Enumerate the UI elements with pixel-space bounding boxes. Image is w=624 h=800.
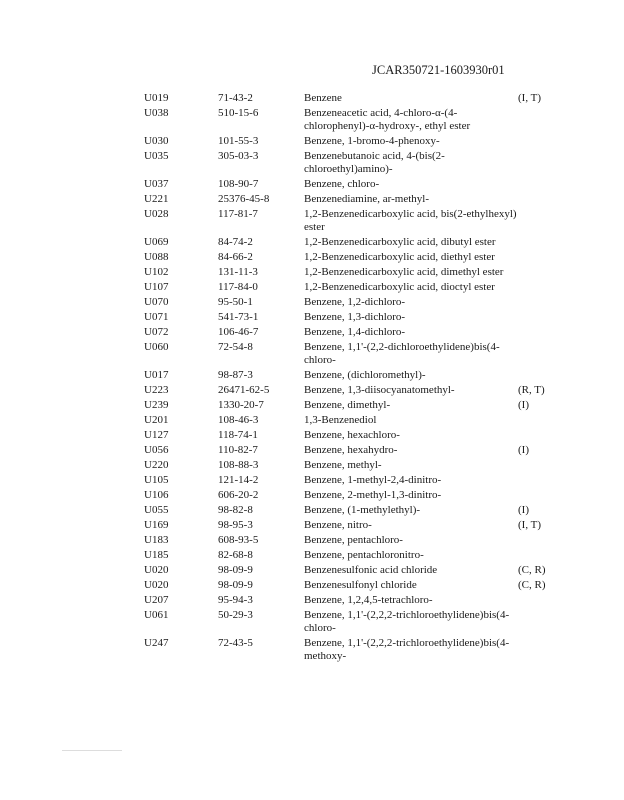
waste-code: U107 <box>144 281 169 293</box>
substance-name: Benzene, nitro- <box>304 519 372 531</box>
hazard-basis <box>518 429 578 442</box>
hazard-basis <box>518 459 578 472</box>
waste-code: U239 <box>144 399 169 411</box>
hazard-basis <box>518 534 578 547</box>
table-row <box>144 135 584 148</box>
substance-name: 1,2-Benzenedicarboxylic acid, dibutyl ester <box>304 236 496 248</box>
substance-name: Benzene, pentachloro- <box>304 534 403 546</box>
hazard-basis <box>518 341 578 367</box>
hazard-basis: (I) <box>518 504 529 516</box>
table-row <box>144 236 584 249</box>
waste-code: U072 <box>144 326 169 338</box>
table-row <box>144 564 584 577</box>
waste-code: U069 <box>144 236 169 248</box>
substance-name: Benzene, 1,2-dichloro- <box>304 296 406 308</box>
waste-code: U056 <box>144 444 169 456</box>
hazard-basis <box>518 637 578 663</box>
substance-name: Benzeneacetic acid, 4-chloro-α-(4-chlorophenyl)-α-hydroxy-, ethyl ester <box>304 107 471 132</box>
substance-name: Benzene, hexachloro- <box>304 429 400 441</box>
table-row <box>144 579 584 592</box>
cas-number: 84-74-2 <box>218 236 253 248</box>
substance-name: Benzene, 1-bromo-4-phenoxy- <box>304 135 440 147</box>
table-row <box>144 399 584 412</box>
substance-name: 1,3-Benzenediol <box>304 414 377 426</box>
cas-number: 608-93-5 <box>218 534 259 546</box>
cas-number: 121-14-2 <box>218 474 259 486</box>
table-row <box>144 311 584 324</box>
waste-code: U035 <box>144 150 169 162</box>
cas-number: 72-43-5 <box>218 637 253 649</box>
cas-number: 98-09-9 <box>218 579 253 591</box>
hazard-basis: (I) <box>518 444 529 456</box>
table-row <box>144 107 584 133</box>
waste-code: U220 <box>144 459 169 471</box>
substance-name: Benzene, 1,3-diisocyanatomethyl- <box>304 384 455 396</box>
cas-number: 510-15-6 <box>218 107 259 119</box>
substance-name: Benzene, methyl- <box>304 459 382 471</box>
substance-name: Benzene, 1,1'-(2,2,2-trichloroethylidene)bis(4-chloro- <box>304 609 510 634</box>
cas-number: 117-81-7 <box>218 208 258 220</box>
table-row <box>144 594 584 607</box>
hazard-basis: (C, R) <box>518 564 546 576</box>
cas-number: 84-66-2 <box>218 251 253 263</box>
hazard-basis <box>518 549 578 562</box>
table-row <box>144 369 584 382</box>
table-row <box>144 193 584 206</box>
hazard-basis <box>518 489 578 502</box>
hazard-basis <box>518 208 578 234</box>
table-row <box>144 519 584 532</box>
table-row <box>144 266 584 279</box>
table-row <box>144 549 584 562</box>
substance-name: Benzenesulfonic acid chloride <box>304 564 438 576</box>
waste-code-table <box>144 92 584 665</box>
hazard-basis <box>518 414 578 427</box>
table-row <box>144 296 584 309</box>
table-row <box>144 251 584 264</box>
cas-number: 95-94-3 <box>218 594 253 606</box>
table-row <box>144 92 584 105</box>
waste-code: U019 <box>144 92 169 104</box>
substance-name: Benzene, 1,3-dichloro- <box>304 311 406 323</box>
cas-number: 25376-45-8 <box>218 193 270 205</box>
cas-number: 131-11-3 <box>218 266 258 278</box>
table-row <box>144 150 584 176</box>
substance-name: Benzene, hexahydro- <box>304 444 398 456</box>
table-row <box>144 429 584 442</box>
cas-number: 71-43-2 <box>218 92 253 104</box>
hazard-basis <box>518 150 578 176</box>
waste-code: U071 <box>144 311 169 323</box>
substance-name: 1,2-Benzenedicarboxylic acid, diethyl ester <box>304 251 495 263</box>
table-row <box>144 208 584 234</box>
substance-name: Benzenediamine, ar-methyl- <box>304 193 430 205</box>
waste-code: U169 <box>144 519 169 531</box>
hazard-basis <box>518 296 578 309</box>
waste-code: U201 <box>144 414 169 426</box>
hazard-basis <box>518 609 578 635</box>
substance-name: Benzene, chloro- <box>304 178 380 190</box>
cas-number: 72-54-8 <box>218 341 253 353</box>
hazard-basis <box>518 251 578 264</box>
substance-name: Benzene, (1-methylethyl)- <box>304 504 421 516</box>
table-row <box>144 504 584 517</box>
cas-number: 305-03-3 <box>218 150 259 162</box>
substance-name: Benzene, dimethyl- <box>304 399 391 411</box>
table-row <box>144 414 584 427</box>
hazard-basis <box>518 135 578 148</box>
table-row <box>144 281 584 294</box>
substance-name: 1,2-Benzenedicarboxylic acid, dimethyl ester <box>304 266 504 278</box>
substance-name: 1,2-Benzenedicarboxylic acid, bis(2-ethylhexyl) ester <box>304 208 517 233</box>
cas-number: 1330-20-7 <box>218 399 264 411</box>
waste-code: U088 <box>144 251 169 263</box>
cas-number: 98-82-8 <box>218 504 253 516</box>
cas-number: 50-29-3 <box>218 609 253 621</box>
hazard-basis: (I) <box>518 399 529 411</box>
waste-code: U207 <box>144 594 169 606</box>
hazard-basis <box>518 326 578 339</box>
document-id: JCAR350721-1603930r01 <box>372 63 505 77</box>
table-row <box>144 534 584 547</box>
waste-code: U017 <box>144 369 169 381</box>
waste-code: U061 <box>144 609 169 621</box>
substance-name: Benzene, 1,1'-(2,2-dichloroethylidene)bis(4-chloro- <box>304 341 500 366</box>
hazard-basis <box>518 281 578 294</box>
cas-number: 108-90-7 <box>218 178 259 190</box>
waste-code: U223 <box>144 384 169 396</box>
cas-number: 108-46-3 <box>218 414 259 426</box>
cas-number: 98-09-9 <box>218 564 253 576</box>
waste-code: U038 <box>144 107 169 119</box>
hazard-basis: (R, T) <box>518 384 545 396</box>
waste-code: U102 <box>144 266 169 278</box>
hazard-basis <box>518 178 578 191</box>
hazard-basis <box>518 594 578 607</box>
cas-number: 98-95-3 <box>218 519 253 531</box>
cas-number: 117-84-0 <box>218 281 258 293</box>
hazard-basis: (C, R) <box>518 579 546 591</box>
substance-name: Benzene, 1,1'-(2,2,2-trichloroethylidene)bis(4-methoxy- <box>304 637 510 662</box>
substance-name: Benzene, 1,2,4,5-tetrachloro- <box>304 594 433 606</box>
substance-name: Benzene, pentachloronitro- <box>304 549 424 561</box>
substance-name: Benzene <box>304 92 342 104</box>
table-row <box>144 474 584 487</box>
hazard-basis <box>518 311 578 324</box>
table-row <box>144 326 584 339</box>
hazard-basis <box>518 474 578 487</box>
cas-number: 26471-62-5 <box>218 384 270 396</box>
substance-name: Benzene, (dichloromethyl)- <box>304 369 426 381</box>
waste-code: U037 <box>144 178 169 190</box>
cas-number: 541-73-1 <box>218 311 259 323</box>
cas-number: 82-68-8 <box>218 549 253 561</box>
table-row <box>144 609 584 635</box>
hazard-basis <box>518 193 578 206</box>
substance-name: Benzenebutanoic acid, 4-(bis(2-chloroethyl)amino)- <box>304 150 445 175</box>
cas-number: 95-50-1 <box>218 296 253 308</box>
substance-name: Benzenesulfonyl chloride <box>304 579 417 591</box>
cas-number: 106-46-7 <box>218 326 259 338</box>
waste-code: U028 <box>144 208 169 220</box>
waste-code: U183 <box>144 534 169 546</box>
substance-name: Benzene, 2-methyl-1,3-dinitro- <box>304 489 442 501</box>
hazard-basis <box>518 266 578 279</box>
hazard-basis <box>518 107 578 133</box>
waste-code: U221 <box>144 193 169 205</box>
cas-number: 606-20-2 <box>218 489 259 501</box>
substance-name: Benzene, 1-methyl-2,4-dinitro- <box>304 474 442 486</box>
hazard-basis <box>518 369 578 382</box>
table-row <box>144 444 584 457</box>
substance-name: Benzene, 1,4-dichloro- <box>304 326 406 338</box>
table-row <box>144 178 584 191</box>
cas-number: 110-82-7 <box>218 444 258 456</box>
table-row <box>144 459 584 472</box>
waste-code: U247 <box>144 637 169 649</box>
table-row <box>144 341 584 367</box>
waste-code: U105 <box>144 474 169 486</box>
hazard-basis <box>518 236 578 249</box>
cas-number: 118-74-1 <box>218 429 258 441</box>
cas-number: 101-55-3 <box>218 135 259 147</box>
hazard-basis: (I, T) <box>518 92 542 104</box>
waste-code: U020 <box>144 579 169 591</box>
table-row <box>144 489 584 502</box>
waste-code: U106 <box>144 489 169 501</box>
table-row <box>144 384 584 397</box>
table-row <box>144 637 584 663</box>
waste-code: U060 <box>144 341 169 353</box>
cas-number: 108-88-3 <box>218 459 259 471</box>
substance-name: 1,2-Benzenedicarboxylic acid, dioctyl ester <box>304 281 495 293</box>
waste-code: U127 <box>144 429 169 441</box>
waste-code: U030 <box>144 135 169 147</box>
hazard-basis: (I, T) <box>518 519 542 531</box>
footer-rule <box>62 750 122 751</box>
waste-code: U185 <box>144 549 169 561</box>
waste-code: U055 <box>144 504 169 516</box>
waste-code: U020 <box>144 564 169 576</box>
waste-code: U070 <box>144 296 169 308</box>
cas-number: 98-87-3 <box>218 369 253 381</box>
